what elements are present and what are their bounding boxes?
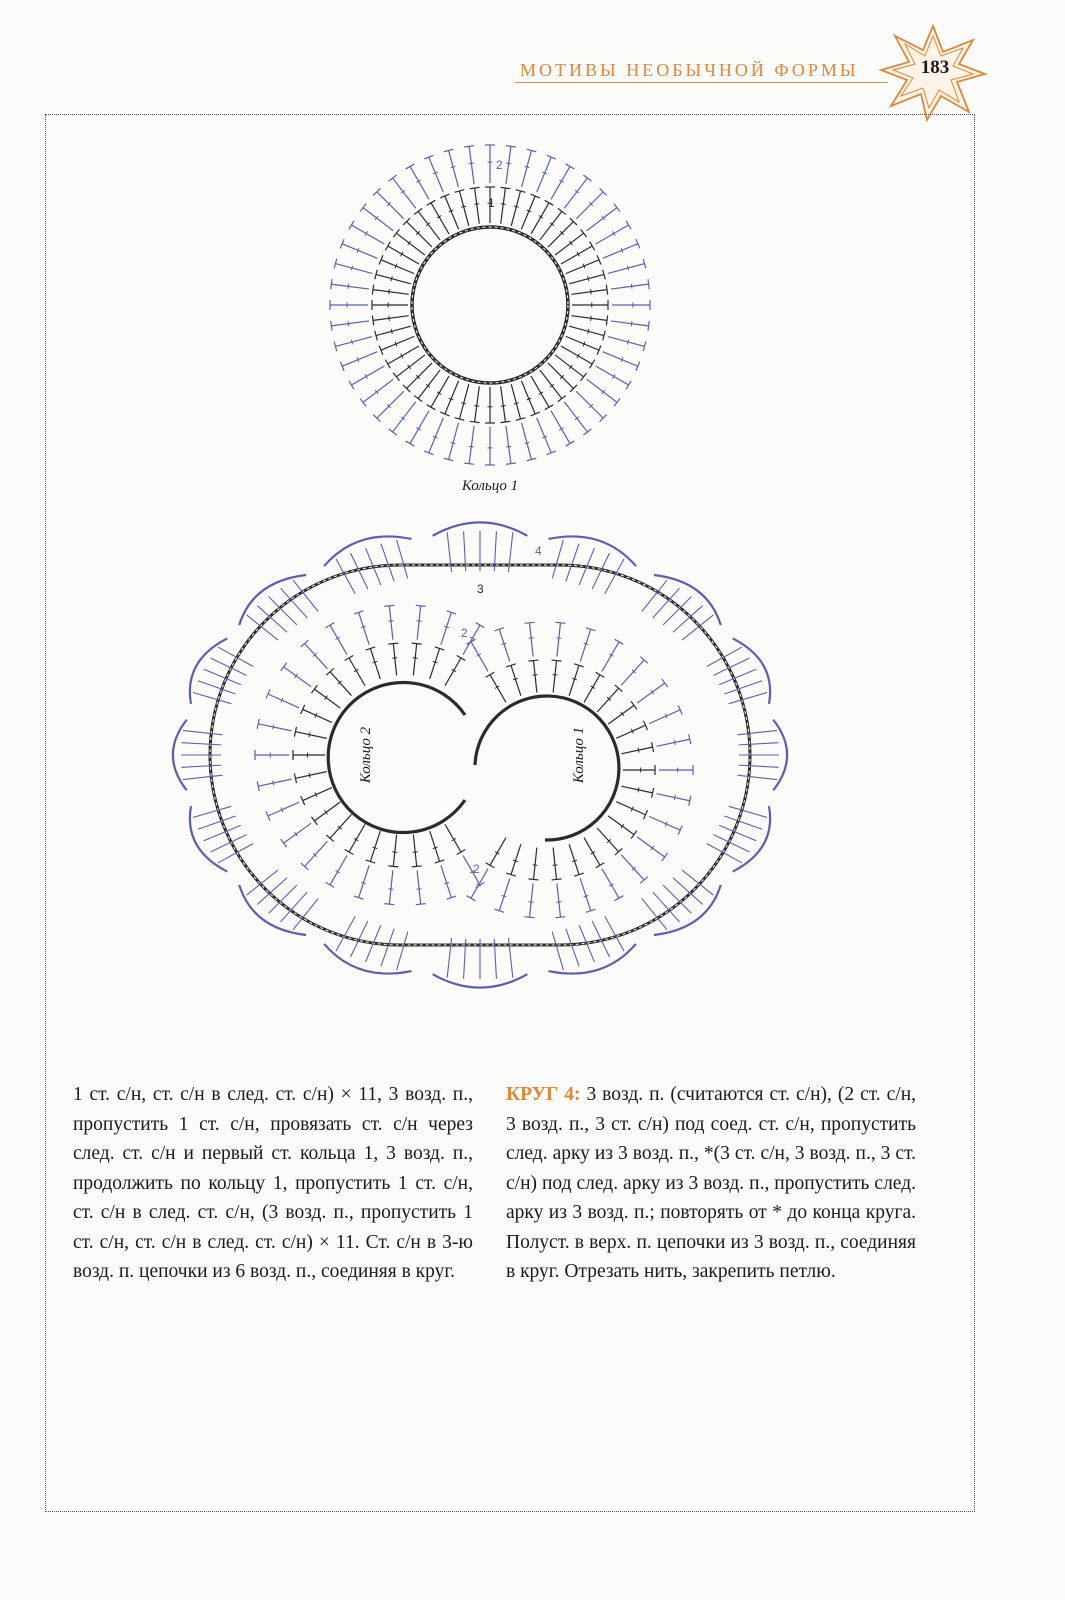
instructions-right-column [506,1080,916,1287]
diagram-caption: Кольцо 1 [461,478,519,494]
ring-label-2: Кольцо 2 [358,726,374,784]
round-4-label: КРУГ 4: [506,1084,581,1105]
row-marker-2-top: 2 [461,626,468,640]
ring-label-1: Кольцо 1 [571,726,587,784]
round-4-instructions: 3 возд. п. (считаются ст. с/н), (2 ст. с/н, 3 возд. п., 3 ст. с/н) под соед. ст. с/н, пропустить след. арку из 3 возд. п., *(3 ст. с/н, 3 возд. п., 3 ст. с/н) под след. арку из 3 возд. п., пропустить след. арку из 3 возд. п.; повторять от * до конца круга. Полуст. в верх. п. цепочки из 3 возд. п., соединяя в круг. Отрезать нить, закрепить петлю. [506,1084,916,1282]
row-marker-2: 2 [496,158,503,172]
instructions-left-column [73,1080,473,1287]
section-title: МОТИВЫ НЕОБЫЧНОЙ ФОРМЫ [520,60,859,80]
page-number: 183 [920,57,950,78]
instructions-paragraph: 1 ст. с/н, ст. с/н в след. ст. с/н) × 11, 3 возд. п., пропустить 1 ст. с/н, провязать ст. с/н через след. ст. с/н и первый ст. кольца 1, 3 возд. п., продолжить по кольцу 1, пропустить 1 ст. с/н, ст. с/н в след. ст. с/н, (3 возд. п., пропустить 1 ст. с/н, ст. с/н в след. ст. с/н) × 11. Ст. с/н в 3-ю возд. п. цепочки из 6 возд. п., соединяя в круг. [73,1084,473,1282]
row-marker-2-bottom: 2 [473,862,480,876]
header-rule [515,82,888,83]
ring-1-crochet-diagram [320,135,660,475]
row-marker-4: 4 [535,544,542,558]
row-marker-1: 1 [488,196,495,210]
row-marker-3: 3 [477,582,484,596]
figure-eight-motif-diagram [165,515,805,1035]
